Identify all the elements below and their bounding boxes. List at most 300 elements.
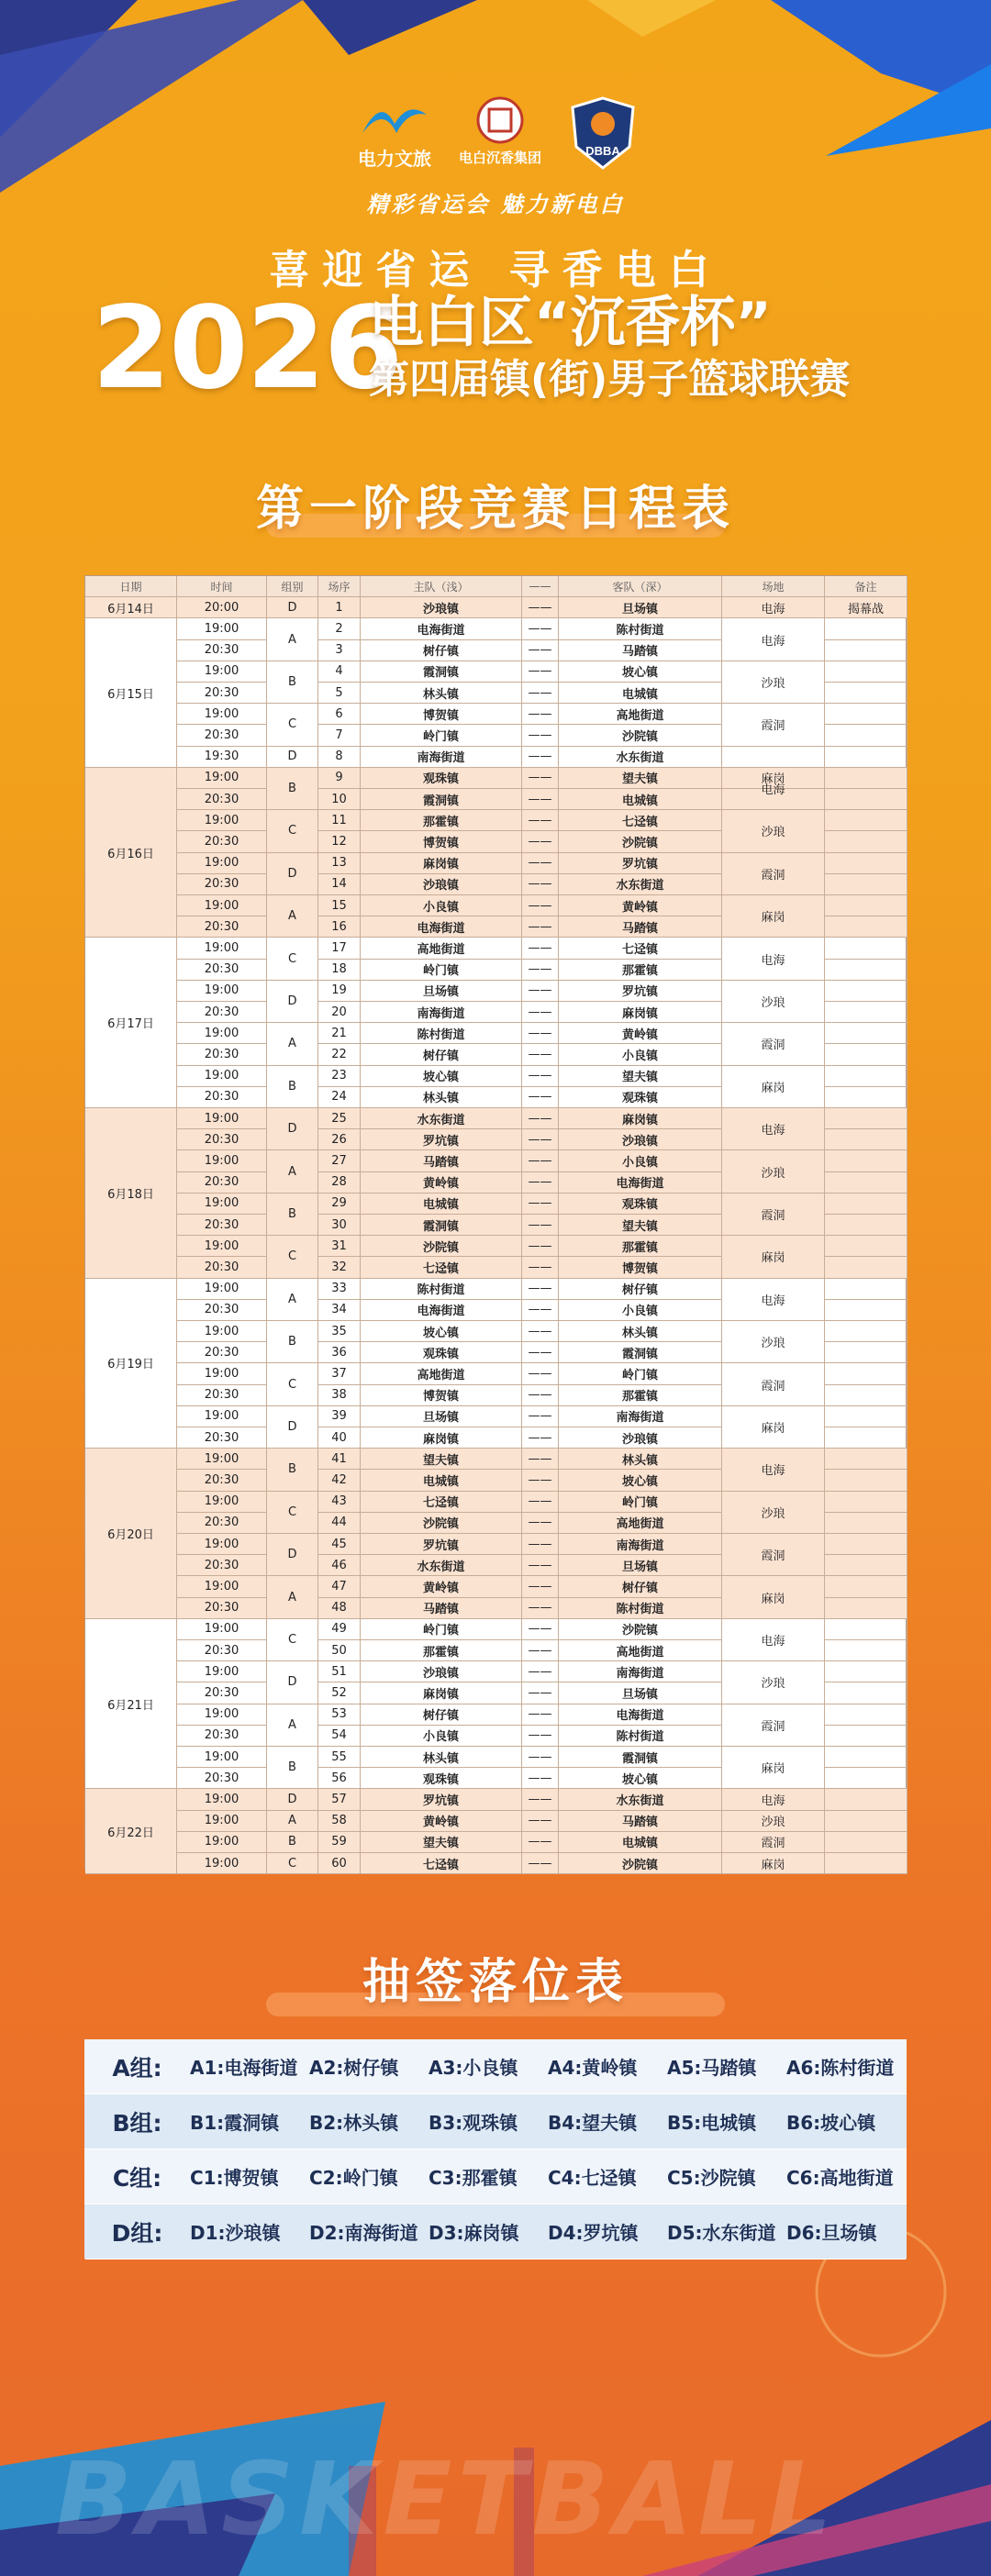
time-cell: 20:30 <box>177 1257 267 1278</box>
venue-cell: 电海 <box>722 768 825 810</box>
note-cell <box>825 1853 907 1874</box>
away-team-cell: 沙院镇 <box>559 831 722 852</box>
away-team-cell: 那霍镇 <box>559 1385 722 1406</box>
time-cell: 19:00 <box>177 1534 267 1555</box>
away-team-cell: 麻岗镇 <box>559 1108 722 1129</box>
time-cell: 19:00 <box>177 1066 267 1087</box>
venue-cell: 霞洞 <box>722 1534 825 1576</box>
vs-dash-cell: —— <box>522 1470 559 1491</box>
time-cell: 19:00 <box>177 704 267 725</box>
venue-cell: 沙琅 <box>722 1492 825 1534</box>
venue-cell: 电海 <box>722 597 825 618</box>
note-cell <box>825 1172 907 1194</box>
match-number-cell: 18 <box>318 960 361 981</box>
away-team-cell: 陈村街道 <box>559 1726 722 1747</box>
vs-dash-cell: —— <box>522 1129 559 1150</box>
home-team-cell: 电城镇 <box>361 1194 522 1215</box>
match-number-cell: 5 <box>318 683 361 704</box>
home-team-cell: 树仔镇 <box>361 640 522 661</box>
match-number-cell: 30 <box>318 1215 361 1236</box>
away-team-cell: 观珠镇 <box>559 1087 722 1108</box>
time-cell: 19:00 <box>177 1576 267 1597</box>
home-team-cell: 小良镇 <box>361 1726 522 1747</box>
vs-dash-cell: —— <box>522 661 559 683</box>
venue-cell: 霞洞 <box>722 704 825 746</box>
match-number-cell: 38 <box>318 1385 361 1406</box>
group-cell: C <box>267 810 318 852</box>
match-number-cell: 46 <box>318 1555 361 1576</box>
time-cell: 19:00 <box>177 1853 267 1874</box>
venue-cell: 麻岗 <box>722 1853 825 1874</box>
away-team-cell: 高地街道 <box>559 1640 722 1661</box>
group-cell: D <box>267 1108 318 1150</box>
group-cell: B <box>267 661 318 704</box>
home-team-cell: 七迳镇 <box>361 1853 522 1874</box>
away-team-cell: 电海街道 <box>559 1704 722 1726</box>
note-cell <box>825 1619 907 1640</box>
match-number-cell: 31 <box>318 1236 361 1257</box>
away-team-cell: 沙琅镇 <box>559 1129 722 1150</box>
away-team-cell: 黄岭镇 <box>559 895 722 916</box>
time-cell: 19:00 <box>177 1279 267 1300</box>
group-cell: D <box>267 853 318 895</box>
away-team-cell: 旦场镇 <box>559 1555 722 1576</box>
note-cell <box>825 1513 907 1534</box>
home-team-cell: 沙院镇 <box>361 1236 522 1257</box>
venue-cell: 电海 <box>722 1108 825 1150</box>
away-team-cell: 树仔镇 <box>559 1576 722 1597</box>
away-team-cell: 林头镇 <box>559 1321 722 1342</box>
note-cell <box>825 1385 907 1406</box>
home-team-cell: 罗坑镇 <box>361 1129 522 1150</box>
note-cell <box>825 1108 907 1129</box>
vs-dash-cell: —— <box>522 1406 559 1427</box>
time-cell: 19:00 <box>177 1492 267 1513</box>
away-team-cell: 高地街道 <box>559 704 722 725</box>
note-cell <box>825 853 907 874</box>
away-team-cell: 小良镇 <box>559 1150 722 1171</box>
home-team-cell: 罗坑镇 <box>361 1789 522 1810</box>
note-cell <box>825 831 907 852</box>
vs-dash-cell: —— <box>522 1449 559 1470</box>
logo1-text: 电力文旅 <box>358 148 431 170</box>
draw-slot: D2:南海街道 <box>309 2222 418 2244</box>
draw-slot: A2:树仔镇 <box>309 2057 399 2079</box>
match-number-cell: 21 <box>318 1023 361 1044</box>
draw-slot: D3:麻岗镇 <box>429 2222 519 2244</box>
time-cell: 20:30 <box>177 1470 267 1491</box>
time-cell: 19:00 <box>177 981 267 1002</box>
vs-dash-cell: —— <box>522 1555 559 1576</box>
vs-dash-cell: —— <box>522 1534 559 1555</box>
vs-dash-cell: —— <box>522 853 559 874</box>
vs-dash-cell: —— <box>522 874 559 895</box>
time-cell: 20:30 <box>177 640 267 661</box>
draw-slot: A3:小良镇 <box>429 2057 518 2079</box>
date-cell: 6月15日 <box>85 618 177 767</box>
venue-cell: 麻岗 <box>722 1236 825 1278</box>
draw-slot: D5:水东街道 <box>667 2222 776 2244</box>
note-cell <box>825 1257 907 1278</box>
match-number-cell: 55 <box>318 1747 361 1768</box>
draw-slot: A6:陈村街道 <box>786 2057 895 2079</box>
note-cell <box>825 640 907 661</box>
note-cell <box>825 661 907 683</box>
table-header-cell: 日期 <box>85 576 177 597</box>
match-number-cell: 3 <box>318 640 361 661</box>
match-number-cell: 39 <box>318 1406 361 1427</box>
match-number-cell: 35 <box>318 1321 361 1342</box>
vs-dash-cell: —— <box>522 916 559 938</box>
venue-cell: 沙琅 <box>722 661 825 704</box>
table-header-cell: 时间 <box>177 576 267 597</box>
time-cell: 19:00 <box>177 1194 267 1215</box>
away-team-cell: 陈村街道 <box>559 1598 722 1619</box>
home-team-cell: 那霍镇 <box>361 1640 522 1661</box>
note-cell <box>825 1363 907 1384</box>
vs-dash-cell: —— <box>522 1598 559 1619</box>
venue-cell-empty <box>722 747 825 768</box>
away-team-cell: 那霍镇 <box>559 1236 722 1257</box>
vs-dash-cell: —— <box>522 810 559 831</box>
group-cell: B <box>267 1066 318 1108</box>
draw-slot: D6:旦场镇 <box>786 2222 877 2244</box>
time-cell: 20:30 <box>177 1513 267 1534</box>
match-number-cell: 16 <box>318 916 361 938</box>
vs-dash-cell: —— <box>522 1789 559 1810</box>
match-number-cell: 50 <box>318 1640 361 1661</box>
vs-dash-cell: —— <box>522 640 559 661</box>
time-cell: 20:30 <box>177 1300 267 1321</box>
home-team-cell: 电城镇 <box>361 1470 522 1491</box>
group-cell: D <box>267 1661 318 1704</box>
time-cell: 19:00 <box>177 1236 267 1257</box>
home-team-cell: 麻岗镇 <box>361 853 522 874</box>
venue-cell: 沙琅 <box>722 810 825 852</box>
match-number-cell: 15 <box>318 895 361 916</box>
match-number-cell: 7 <box>318 725 361 746</box>
table-header-cell: 备注 <box>825 576 907 597</box>
venue-cell: 电海 <box>722 1789 825 1810</box>
group-cell: C <box>267 704 318 746</box>
time-cell: 19:00 <box>177 1704 267 1726</box>
away-team-cell: 马踏镇 <box>559 640 722 661</box>
match-number-cell: 41 <box>318 1449 361 1470</box>
logo3-text: DBBA <box>585 144 620 158</box>
away-team-cell: 沙院镇 <box>559 1853 722 1874</box>
vs-dash-cell: —— <box>522 981 559 1002</box>
vs-dash-cell: —— <box>522 1363 559 1384</box>
draw-group-name: C组: <box>112 2164 162 2192</box>
vs-dash-cell: —— <box>522 747 559 768</box>
draw-title: 抽签落位表 <box>362 1955 629 2010</box>
home-team-cell: 望夫镇 <box>361 1832 522 1853</box>
home-team-cell: 旦场镇 <box>361 1406 522 1427</box>
time-cell: 19:00 <box>177 1023 267 1044</box>
note-cell <box>825 1342 907 1363</box>
note-cell <box>825 938 907 959</box>
vs-dash-cell: —— <box>522 1044 559 1065</box>
group-cell: C <box>267 1236 318 1278</box>
time-cell: 19:30 <box>177 747 267 768</box>
vs-dash-cell: —— <box>522 1108 559 1129</box>
note-cell <box>825 768 907 789</box>
note-cell <box>825 1789 907 1810</box>
draw-group-row <box>84 2039 907 2093</box>
logo-dianli <box>340 96 450 171</box>
time-cell: 20:30 <box>177 1555 267 1576</box>
note-cell <box>825 874 907 895</box>
away-team-cell: 马踏镇 <box>559 1811 722 1832</box>
time-cell: 19:00 <box>177 938 267 959</box>
note-cell <box>825 1682 907 1704</box>
venue-cell: 霞洞 <box>722 1832 825 1853</box>
home-team-cell: 黄岭镇 <box>361 1172 522 1194</box>
vs-dash-cell: —— <box>522 895 559 916</box>
match-number-cell: 45 <box>318 1534 361 1555</box>
time-cell: 19:00 <box>177 853 267 874</box>
note-cell <box>825 1598 907 1619</box>
vs-dash-cell: —— <box>522 960 559 981</box>
wave-logo-icon <box>358 96 431 140</box>
note-cell <box>825 1194 907 1215</box>
away-team-cell: 水东街道 <box>559 1789 722 1810</box>
table-header-cell: 组别 <box>267 576 318 597</box>
away-team-cell: 霞洞镇 <box>559 1342 722 1363</box>
draw-slot: C2:岭门镇 <box>309 2167 398 2189</box>
time-cell: 20:00 <box>177 597 267 618</box>
time-cell: 20:30 <box>177 831 267 852</box>
away-team-cell: 小良镇 <box>559 1300 722 1321</box>
vs-dash-cell: —— <box>522 1682 559 1704</box>
match-number-cell: 8 <box>318 747 361 768</box>
vs-dash-cell: —— <box>522 1513 559 1534</box>
home-team-cell: 林头镇 <box>361 1087 522 1108</box>
match-number-cell: 14 <box>318 874 361 895</box>
time-cell: 19:00 <box>177 1811 267 1832</box>
note-cell <box>825 981 907 1002</box>
note-cell: 揭幕战 <box>825 597 907 618</box>
group-cell: A <box>267 1279 318 1321</box>
away-team-cell: 高地街道 <box>559 1513 722 1534</box>
draw-slot: B5:电城镇 <box>667 2112 757 2134</box>
note-cell <box>825 1811 907 1832</box>
logo-dbba <box>562 96 644 170</box>
match-number-cell: 32 <box>318 1257 361 1278</box>
draw-slot: A5:马踏镇 <box>667 2057 757 2079</box>
time-cell: 19:00 <box>177 1108 267 1129</box>
group-cell: A <box>267 1704 318 1747</box>
note-cell <box>825 1640 907 1661</box>
vs-dash-cell: —— <box>522 1150 559 1171</box>
home-team-cell: 陈村街道 <box>361 1023 522 1044</box>
away-team-cell: 沙琅镇 <box>559 1427 722 1449</box>
time-cell: 20:30 <box>177 1640 267 1661</box>
note-cell <box>825 1300 907 1321</box>
note-cell <box>825 1236 907 1257</box>
home-team-cell: 小良镇 <box>361 895 522 916</box>
schedule-table <box>84 575 907 1871</box>
vs-dash-cell: —— <box>522 1747 559 1768</box>
home-team-cell: 罗坑镇 <box>361 1534 522 1555</box>
note-cell <box>825 1406 907 1427</box>
venue-cell: 麻岗 <box>722 1406 825 1449</box>
note-cell <box>825 618 907 639</box>
venue-cell: 霞洞 <box>722 1023 825 1065</box>
home-team-cell: 观珠镇 <box>361 1768 522 1789</box>
venue-cell: 沙琅 <box>722 1321 825 1363</box>
home-team-cell: 南海街道 <box>361 747 522 768</box>
vs-dash-cell: —— <box>522 1023 559 1044</box>
group-cell: A <box>267 1023 318 1065</box>
group-cell: B <box>267 1194 318 1236</box>
time-cell: 20:30 <box>177 1682 267 1704</box>
away-team-cell: 坡心镇 <box>559 661 722 683</box>
note-cell <box>825 960 907 981</box>
match-number-cell: 25 <box>318 1108 361 1129</box>
home-team-cell: 岭门镇 <box>361 960 522 981</box>
match-number-cell: 36 <box>318 1342 361 1363</box>
away-team-cell: 七迳镇 <box>559 938 722 959</box>
note-cell <box>825 1747 907 1768</box>
vs-dash-cell: —— <box>522 618 559 639</box>
home-team-cell: 沙琅镇 <box>361 1661 522 1682</box>
away-team-cell: 岭门镇 <box>559 1363 722 1384</box>
draw-slot: D4:罗坑镇 <box>548 2222 639 2244</box>
home-team-cell: 沙院镇 <box>361 1513 522 1534</box>
time-cell: 20:30 <box>177 874 267 895</box>
match-number-cell: 53 <box>318 1704 361 1726</box>
draw-slot: B2:林头镇 <box>309 2112 399 2134</box>
vs-dash-cell: —— <box>522 938 559 959</box>
vs-dash-cell: —— <box>522 1002 559 1023</box>
venue-cell: 电海 <box>722 618 825 661</box>
match-number-cell: 20 <box>318 1002 361 1023</box>
table-header-cell: 场序 <box>318 576 361 597</box>
away-team-cell: 坡心镇 <box>559 1768 722 1789</box>
venue-cell: 电海 <box>722 938 825 980</box>
draw-table <box>84 2039 907 2260</box>
basketball-shield-icon <box>569 96 637 170</box>
vs-dash-cell: —— <box>522 1704 559 1726</box>
date-cell: 6月16日 <box>85 768 177 938</box>
slogan: 精彩省运会 魅力新电白 <box>366 192 625 217</box>
away-team-cell: 博贺镇 <box>559 1257 722 1278</box>
vs-dash-cell: —— <box>522 1215 559 1236</box>
table-header-cell: 客队（深） <box>559 576 722 597</box>
group-cell: D <box>267 1534 318 1576</box>
note-cell <box>825 1576 907 1597</box>
home-team-cell: 沙琅镇 <box>361 874 522 895</box>
home-team-cell: 观珠镇 <box>361 768 522 789</box>
home-team-cell: 望夫镇 <box>361 1449 522 1470</box>
venue-cell: 麻岗 <box>722 1066 825 1108</box>
home-team-cell: 林头镇 <box>361 1747 522 1768</box>
vs-dash-cell: —— <box>522 597 559 618</box>
time-cell: 19:00 <box>177 1789 267 1810</box>
draw-group-name: D组: <box>111 2219 163 2247</box>
draw-group-row <box>84 2094 907 2149</box>
vs-dash-cell: —— <box>522 1342 559 1363</box>
match-number-cell: 54 <box>318 1726 361 1747</box>
time-cell: 20:30 <box>177 1598 267 1619</box>
match-number-cell: 24 <box>318 1087 361 1108</box>
vs-dash-cell: —— <box>522 1661 559 1682</box>
draw-group-row <box>84 2149 907 2204</box>
note-cell <box>825 1661 907 1682</box>
match-number-cell: 33 <box>318 1279 361 1300</box>
time-cell: 19:00 <box>177 810 267 831</box>
home-team-cell: 麻岗镇 <box>361 1682 522 1704</box>
match-number-cell: 1 <box>318 597 361 618</box>
vs-dash-cell: —— <box>522 1321 559 1342</box>
home-team-cell: 观珠镇 <box>361 1342 522 1363</box>
match-number-cell: 13 <box>318 853 361 874</box>
vs-dash-cell: —— <box>522 1576 559 1597</box>
away-team-cell: 电城镇 <box>559 683 722 704</box>
date-cell: 6月14日 <box>85 597 177 618</box>
venue-cell: 沙琅 <box>722 1661 825 1704</box>
time-cell: 20:30 <box>177 916 267 938</box>
match-number-cell: 56 <box>318 1768 361 1789</box>
home-team-cell: 高地街道 <box>361 938 522 959</box>
time-cell: 20:30 <box>177 1044 267 1065</box>
header-logos <box>0 96 991 197</box>
logo2-text: 电白沉香集团 <box>458 150 541 166</box>
note-cell <box>825 1492 907 1513</box>
note-cell <box>825 1470 907 1491</box>
draw-slot: B1:霞洞镇 <box>190 2112 280 2134</box>
venue-cell: 麻岗 <box>722 1576 825 1618</box>
away-team-cell: 树仔镇 <box>559 1279 722 1300</box>
away-team-cell: 观珠镇 <box>559 1194 722 1215</box>
group-cell: A <box>267 618 318 661</box>
note-cell <box>825 1321 907 1342</box>
away-team-cell: 沙院镇 <box>559 1619 722 1640</box>
time-cell: 19:00 <box>177 1661 267 1682</box>
away-team-cell: 电城镇 <box>559 1832 722 1853</box>
vs-dash-cell: —— <box>522 683 559 704</box>
home-team-cell: 麻岗镇 <box>361 1427 522 1449</box>
match-number-cell: 23 <box>318 1066 361 1087</box>
group-cell: B <box>267 1832 318 1853</box>
home-team-cell: 黄岭镇 <box>361 1811 522 1832</box>
home-team-cell: 水东街道 <box>361 1108 522 1129</box>
home-team-cell: 林头镇 <box>361 683 522 704</box>
subtitle: 喜迎省运 寻香电白 <box>269 247 722 294</box>
away-team-cell: 南海街道 <box>559 1661 722 1682</box>
away-team-cell: 望夫镇 <box>559 768 722 789</box>
note-cell <box>825 1129 907 1150</box>
date-cell: 6月22日 <box>85 1789 177 1874</box>
schedule-title: 第一阶段竞赛日程表 <box>255 482 735 537</box>
time-cell: 19:00 <box>177 618 267 639</box>
away-team-cell: 七迳镇 <box>559 810 722 831</box>
home-team-cell: 七迳镇 <box>361 1257 522 1278</box>
note-cell <box>825 1044 907 1065</box>
venue-cell: 麻岗 <box>722 1747 825 1789</box>
title-line1: 电白区“沉香杯” <box>369 291 772 355</box>
home-team-cell: 马踏镇 <box>361 1150 522 1171</box>
vs-dash-cell: —— <box>522 1300 559 1321</box>
draw-slot: D1:沙琅镇 <box>190 2222 281 2244</box>
away-team-cell: 电城镇 <box>559 789 722 810</box>
away-team-cell: 沙院镇 <box>559 725 722 746</box>
away-team-cell: 旦场镇 <box>559 1682 722 1704</box>
match-number-cell: 12 <box>318 831 361 852</box>
vs-dash-cell: —— <box>522 1279 559 1300</box>
date-cell: 6月17日 <box>85 938 177 1108</box>
